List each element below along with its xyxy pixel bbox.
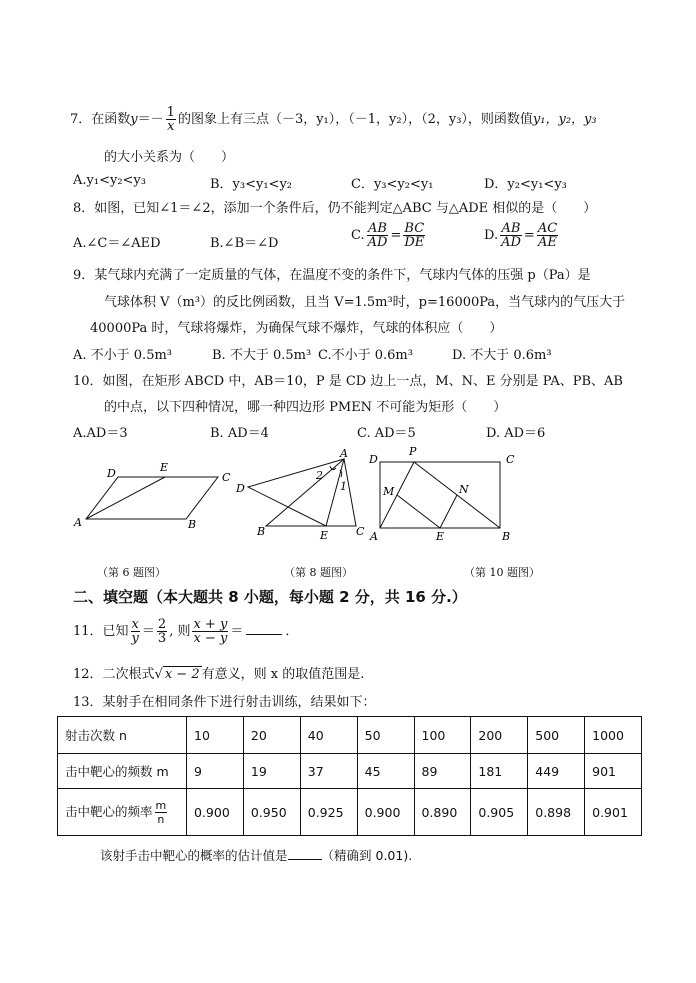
q7-fraction-den: x [167,119,175,134]
q8-d-frac2-num: AC [537,221,558,236]
figures [0,440,696,570]
table-cell: 0.890 [414,789,471,836]
fig10-diagram [380,462,500,528]
fig6-caption: （第 6 题图） [97,566,166,579]
table-cell: 9 [187,754,244,789]
q8-d-frac2 [537,222,558,249]
q11-frac-target [192,618,228,645]
q8-d-eq: = [523,228,535,243]
q8-d-frac2-den: AE [538,235,557,250]
section2-title: 二、填空题（本大题共 8 小题，每小题 2 分，共 16 分.） [73,588,467,606]
q10-line1: 10．如图，在矩形 ABCD 中，AB＝10，P 是 CD 边上一点，M、N、E 分别是 PA、PB、AB [73,374,623,389]
table-cell: 100 [414,717,471,754]
table-cell: 20 [243,717,300,754]
q11-line [73,618,298,645]
q11-eq2: ＝ [230,624,244,639]
fig8-label-b: B [257,525,266,538]
table-row [58,717,642,754]
table-cell: 0.900 [187,789,244,836]
q11-frac-xy-den: y [131,631,139,646]
q7-option-d: D．y₂<y₁<y₃ [484,177,567,192]
q9-option-c: C.不小于 0.6m³ [318,348,413,363]
table-cell: 0.925 [300,789,357,836]
q13-table [57,716,642,836]
q9-option-d: D. 不大于 0.6m³ [452,348,552,363]
fig8-label-2: 2 [316,469,323,482]
q8-c-eq: = [390,228,402,243]
row-header-freq-text: 击中靶心的频率 [65,803,153,819]
q7-eq: ＝－ [137,112,164,127]
q11-prefix: 11．已知 [73,624,129,639]
fig10-label-m: M [383,485,395,498]
table-cell: 50 [357,717,414,754]
q10-option-c: C. AD＝5 [357,426,416,441]
q9-option-b: B. 不大于 0.5m³ [212,348,312,363]
sqrt-icon: √ [154,667,163,682]
q11-eq1: ＝ [141,624,155,639]
fig8-caption: （第 8 题图） [284,566,353,579]
q9-line3: 40000Pa 时，气球将爆炸，为确保气球不爆炸，气球的体积应（ ） [90,321,503,336]
q8-c-frac2-num: BC [404,221,425,236]
table-cell: 37 [300,754,357,789]
q8-d-frac1-num: AB [501,221,521,236]
q7-y: y [130,112,138,127]
q9-line1: 9．某气球内充满了一定质量的气体，在温度不变的条件下，气球内气体的压强 p（Pa）是 [73,268,591,283]
q11-frac-target-den: x − y [193,631,228,646]
table-row [58,789,642,836]
q12-prefix: 12．二次根式 [73,667,155,682]
q8-d-frac1 [500,222,522,249]
table-cell: 89 [414,754,471,789]
table-cell: 40 [300,717,357,754]
table-cell: 0.900 [357,789,414,836]
q13-answer-line [100,846,412,864]
table-cell: 19 [243,754,300,789]
q7-line2: 的大小关系为（ ） [104,150,235,165]
q13-answer-blank[interactable] [288,848,322,860]
freq-fraction-den: n [157,812,165,826]
fig10-label-d: D [369,453,378,466]
q8-c-frac2-den: DE [404,235,425,250]
table-cell: 1000 [585,717,642,754]
q11-mid: , 则 [169,624,191,639]
table-cell: 0.901 [585,789,642,836]
q13-stem: 13．某射手在相同条件下进行射击训练，结果如下： [73,695,376,710]
q8-d-frac1-den: AD [501,235,521,250]
fig10-label-b: B [502,530,511,543]
table-row [58,754,642,789]
table-cell: 500 [528,717,585,754]
table-cell: 45 [357,754,414,789]
q7-text-c: y₁，y₂，y₃ [532,112,597,127]
fig8-label-1: 1 [340,480,347,493]
q10-option-d: D. AD＝6 [486,426,546,441]
q12-radicand: x − 2 [164,667,200,682]
q9-line2: 气球体积 V（m³）的反比例函数，且当 V=1.5m³时，p=16000Pa，当气球内的气压大于 [104,295,626,310]
q11-frac-23-num: 2 [157,617,167,632]
q8-option-c [351,222,427,249]
q8-option-d [484,222,560,249]
table-cell: 0.950 [243,789,300,836]
fig10-caption: （第 10 题图） [464,566,540,579]
q8-stem: 8．如图，已知∠1＝∠2，添加一个条件后，仍不能判定△ABC 与△ADE 相似的是（ ） [73,201,597,216]
q11-frac-target-num: x + y [193,617,228,632]
row-header-freq [58,789,187,836]
q9-option-a: A. 不小于 0.5m³ [73,348,172,363]
fig6-label-d: D [107,467,116,480]
fig6-label-a: A [74,516,82,529]
table-cell: 0.905 [471,789,528,836]
q7-text-a: 7．在函数 [70,112,131,127]
q12-line [73,663,364,682]
fig6-label-e: E [160,461,169,474]
fig8-label-c: C [356,525,365,538]
fig10-label-c: C [506,453,515,466]
q10-option-b: B. AD＝4 [210,426,269,441]
q13-answer-prefix: 该射手击中靶心的概率的估计值是 [100,848,288,863]
q7-option-a: A.y₁<y₂<y₃ [73,173,146,188]
table-cell: 449 [528,754,585,789]
q8-c-frac1 [367,222,389,249]
q7-text-b: 的图象上有三点（－3，y₁），（－1，y₂），（2，y₃），则函数值 [177,112,533,127]
row-header-hits: 击中靶心的频数 m [58,754,187,789]
fig10-label-a: A [370,530,378,543]
q7-line1 [70,106,597,133]
q11-answer-blank[interactable] [246,622,282,635]
table-cell: 10 [187,717,244,754]
table-cell: 200 [471,717,528,754]
q12-suffix: 有意义，则 x 的取值范围是. [201,667,365,682]
q8-option-d-label: D. [484,228,499,243]
fig10-label-e: E [436,530,445,543]
q8-option-b: B.∠B＝∠D [210,236,279,251]
q10-option-a: A.AD＝3 [73,426,128,441]
q8-c-frac1-den: AD [367,235,388,250]
q8-option-a: A.∠C＝∠AED [73,236,161,251]
q8-c-frac2 [403,222,425,249]
q11-frac-23 [157,618,167,645]
fig6-label-b: B [188,518,197,531]
table-cell: 901 [585,754,642,789]
q11-frac-xy-num: x [131,617,139,632]
q7-fraction-num: 1 [166,105,175,120]
fig6-diagram [86,477,218,519]
table-cell: 0.898 [528,789,585,836]
fig8-label-a: A [340,447,348,460]
fig8-label-d: D [236,482,245,495]
q13-answer-suffix: （精确到 0.01). [321,848,413,863]
fig10-label-n: N [459,483,469,496]
q11-suffix: ． [285,624,299,639]
fig8-label-e: E [320,529,329,542]
fig10-label-p: P [409,445,417,458]
fig6-label-c: C [222,471,231,484]
q7-option-b: B．y₃<y₁<y₂ [210,177,293,192]
table-cell: 181 [471,754,528,789]
q8-c-frac1-num: AB [368,221,387,236]
q8-option-c-label: C. [351,228,365,243]
q7-option-c: C．y₃<y₂<y₁ [351,177,434,192]
freq-fraction [155,799,168,826]
q11-frac-23-den: 3 [157,631,167,646]
freq-fraction-num: m [155,798,167,812]
row-header-shots: 射击次数 n [58,717,187,754]
q10-line2: 的中点，以下四种情况，哪一种四边形 PMEN 不可能为矩形（ ） [104,400,507,415]
q7-fraction [166,106,176,133]
q11-frac-xy [131,618,140,645]
